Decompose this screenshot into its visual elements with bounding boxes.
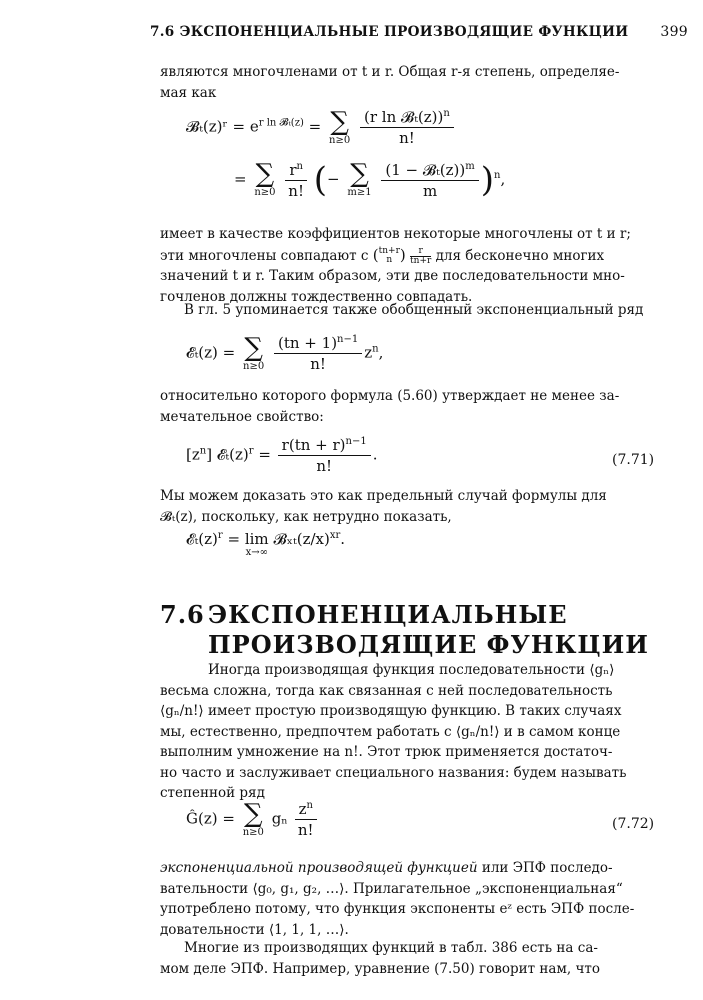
text-line: являются многочленами от t и r. Общая r-я степень, определяе- [160, 64, 620, 80]
fraction [295, 800, 317, 839]
section-number: 7.6 [160, 600, 205, 629]
emphasis-term: экспоненциальной производящей функцией [160, 860, 478, 876]
eq1-equals: = [308, 117, 322, 136]
eq4-tail: . [340, 530, 346, 548]
fraction [278, 436, 371, 475]
outer-exp: n [494, 170, 501, 181]
text-line: В гл. 5 упоминается также обобщенный экспоненциальный ряд [184, 302, 644, 318]
text-line: гочленов должны тождественно совпадать. [160, 288, 473, 305]
frac-numerator: r(tn + r) [281, 436, 346, 454]
lim-sub: x→∞ [245, 547, 268, 558]
eq3-tail: . [372, 445, 378, 464]
equation-7-72 [186, 800, 319, 839]
eq4-lhs-exp: r [217, 530, 223, 541]
text-line: мы, естественно, предпочтем работать с ⟨gₙ/n!⟩ и в самом конце [160, 723, 621, 740]
eq3-lhs-b: ] 𝓔ₜ(z) [206, 445, 249, 464]
right-paren: ) [480, 160, 495, 200]
binom-bottom: n [386, 255, 393, 265]
text-line: ⟨gₙ/n!⟩ имеет простую производящую функцию. В таких случаях [160, 703, 622, 719]
sum-index: n≥0 [254, 187, 276, 198]
paragraph-8 [160, 938, 657, 979]
eq1-tail: , [500, 170, 506, 188]
frac-numerator-exp: m [465, 160, 475, 172]
paragraph-2 [160, 224, 657, 307]
eq4-equals: = [227, 530, 241, 548]
paragraph-4 [160, 386, 657, 427]
sum-operator: ∑ n≥0 [243, 332, 265, 372]
frac-denominator: n! [310, 355, 326, 373]
eq4-lhs: 𝓔ₜ(z) [186, 530, 218, 548]
frac-denominator: n! [316, 457, 333, 475]
eq2-lhs: 𝓔ₜ(z) = [186, 343, 236, 362]
equation-bt-expansion [234, 160, 505, 200]
frac-denominator: m [422, 181, 438, 200]
frac-denominator: n! [297, 821, 314, 839]
frac-numerator: (r ln 𝓑ₜ(z)) [363, 108, 444, 126]
equation-number: (7.71) [612, 452, 655, 468]
text-line: весьма сложна, тогда как связанная с ней последовательность [160, 682, 613, 699]
eq3-lhs-a-exp: n [199, 445, 207, 457]
sum-operator: ∑ n≥0 [242, 798, 264, 838]
binom-top: tn+r [378, 246, 400, 256]
sum-operator: ∑ n≥0 [329, 106, 351, 146]
eq1-lhs: 𝓑ₜ(z)ʳ = e [186, 117, 259, 136]
eq2-tail-base: z [364, 343, 373, 362]
limit-operator [245, 530, 269, 558]
sum-operator: ∑ m≥1 [347, 159, 372, 198]
section-title-line1: ЭКСПОНЕНЦИАЛЬНЫЕ [208, 600, 568, 629]
text-line: употреблено потому, что функция экспоненты eᶻ есть ЭПФ после- [160, 901, 635, 917]
equation-number: (7.72) [612, 816, 655, 832]
eq2-tail-exp: n [372, 343, 379, 355]
text-line: степенной ряд [160, 785, 265, 801]
text-fragment: или ЭПФ последо- [481, 860, 613, 876]
text-line: Мы можем доказать это как предельный случай формулы для [160, 488, 607, 504]
text-line: мая как [160, 84, 217, 101]
eq5-g: gₙ [271, 809, 288, 828]
frac-numerator: r [289, 160, 297, 179]
page-number: 399 [660, 24, 688, 40]
eq2-tail-punct: , [378, 343, 384, 362]
small-frac-den: tn+r [410, 255, 432, 266]
paragraph-1 [160, 62, 657, 103]
frac-numerator: z [298, 800, 307, 818]
paragraph-3 [160, 300, 657, 321]
text-line: вательности ⟨g₀, g₁, g₂, …⟩. Прилагательное „экспоненциальная“ [160, 880, 623, 897]
equation-limit [186, 530, 345, 558]
frac-numerator-exp: n [296, 160, 303, 172]
fraction [285, 161, 307, 200]
text-line: довательности ⟨1, 1, 1, …⟩. [160, 921, 349, 938]
small-frac-num: r [410, 247, 431, 257]
text-line: относительно которого формула (5.60) утверждает не менее за- [160, 388, 620, 404]
minus-sign: − [327, 170, 340, 188]
text-line: эти многочлены совпадают с ( tn+r n ) $\frac{r}{tn+r}$ для бесконечно многих [160, 245, 605, 266]
text-fragment: для бесконечно многих [435, 247, 605, 264]
text-line: Многие из производящих функций в табл. 386 есть на са- [184, 940, 598, 956]
equation-generalized-exponential [186, 334, 383, 373]
text-line: 𝓑ₜ(z), поскольку, как нетрудно показать, [160, 508, 452, 525]
eq3-lhs-a: [z [186, 445, 200, 464]
text-line: имеет в качестве коэффициентов некоторые многочлены от t и r; [160, 226, 631, 242]
frac-numerator-exp: n−1 [345, 436, 367, 447]
sum-index: n≥0 [242, 826, 264, 838]
paragraph-5 [160, 486, 657, 527]
frac-numerator-exp: n [306, 800, 313, 811]
frac-numerator-exp: n [443, 108, 450, 119]
frac-denominator: n! [399, 129, 415, 147]
frac-denominator: n! [288, 181, 304, 200]
sum-index: n≥0 [243, 360, 265, 372]
text-fragment: эти многочлены совпадают с [160, 247, 369, 264]
section-heading [160, 600, 660, 660]
paragraph-6 [160, 660, 657, 804]
eq4-rhs: 𝓑ₓₜ(z/x) [273, 530, 330, 548]
text-line: выполним умножение на n!. Этот трюк применяется достаточ- [160, 744, 613, 760]
section-title-line2: ПРОИЗВОДЯЩИЕ ФУНКЦИИ [208, 630, 649, 659]
sum-operator: ∑ n≥0 [254, 159, 276, 198]
paragraph-7 [160, 858, 657, 940]
frac-numerator-exp: n−1 [337, 334, 359, 345]
sum-index: m≥1 [347, 187, 372, 198]
text-line: мечательное свойство: [160, 408, 324, 425]
fraction [360, 108, 454, 147]
equation-bt-power [186, 108, 456, 147]
left-paren: ( [313, 160, 327, 200]
fraction [274, 334, 362, 373]
running-header [150, 24, 688, 40]
lim-label: lim [244, 530, 269, 548]
frac-numerator: (1 − 𝓑ₜ(z)) [385, 160, 466, 179]
eq1-equals-2: = [234, 170, 247, 188]
text-line: мом деле ЭПФ. Например, уравнение (7.50) говорит нам, что [160, 960, 601, 977]
eq4-rhs-exp: xr [329, 530, 341, 541]
frac-numerator: (tn + 1) [278, 334, 338, 352]
fraction [381, 161, 478, 200]
running-title: 7.6 ЭКСПОНЕНЦИАЛЬНЫЕ ПРОИЗВОДЯЩИЕ ФУНКЦИИ [150, 24, 629, 40]
text-line: Иногда производящая функция последовательности ⟨gₙ⟩ [208, 662, 615, 678]
text-line: но часто и заслуживает специального названия: будем называть [160, 764, 627, 781]
equation-7-71 [186, 436, 377, 475]
sum-index: n≥0 [329, 134, 351, 146]
eq1-lhs-exp: r ln 𝓑ₜ(z) [258, 117, 304, 129]
text-line [160, 858, 657, 879]
eq3-equals: = [258, 445, 271, 464]
text-line: значений t и r. Таким образом, эти две последовательности мно- [160, 268, 625, 284]
eq3-lhs-b-exp: r [248, 445, 254, 457]
eq5-lhs: Ĝ(z) = [186, 809, 235, 828]
